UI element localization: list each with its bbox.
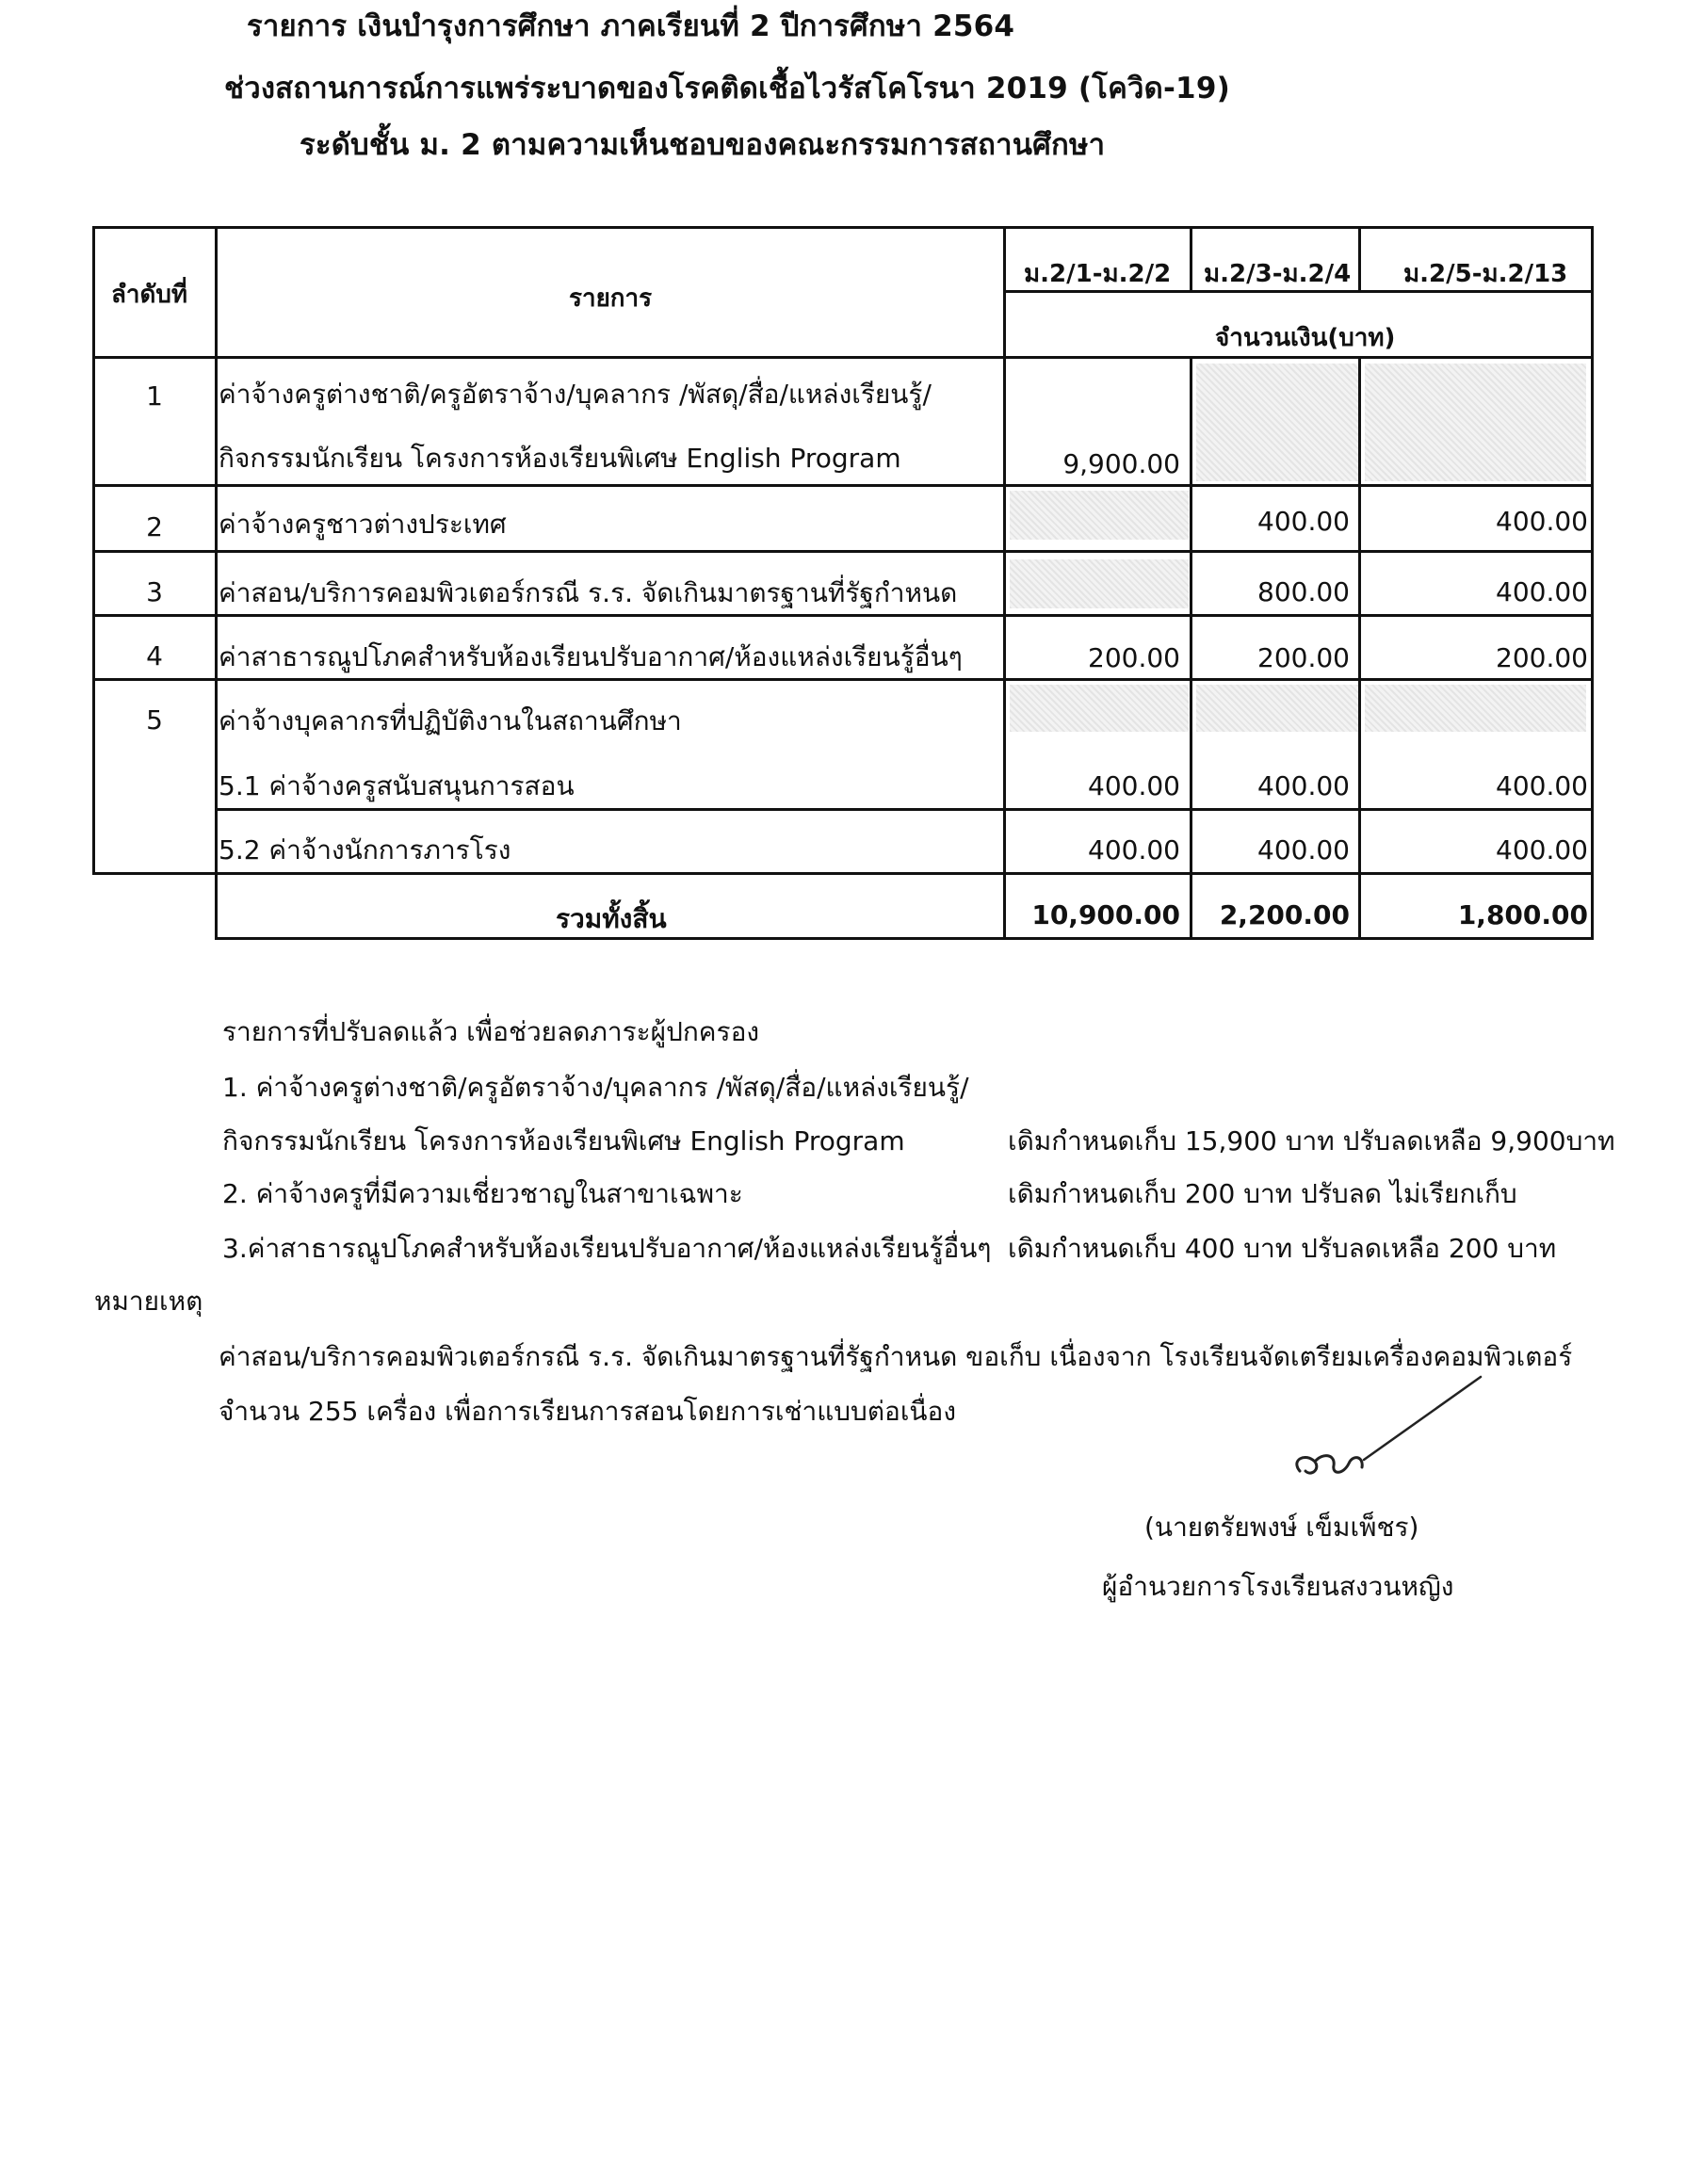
- shaded-cell: [1010, 559, 1189, 608]
- table-border: [92, 226, 1592, 229]
- shaded-cell: [1365, 685, 1586, 732]
- row-number: 2: [146, 511, 163, 542]
- column-header-group-1: ม.2/1-ม.2/2: [1024, 260, 1172, 288]
- amount-cell: 400.00: [1496, 576, 1588, 607]
- table-border: [215, 937, 1592, 940]
- table-border: [92, 226, 95, 875]
- shaded-cell: [1010, 685, 1189, 732]
- amount-cell: 200.00: [1088, 642, 1180, 673]
- row-number: 3: [146, 576, 163, 607]
- amount-cell: 400.00: [1496, 506, 1588, 537]
- amount-cell: 400.00: [1088, 770, 1180, 801]
- reduction-note: เดิมกำหนดเก็บ 15,900 บาท ปรับลดเหลือ 9,900บาท: [1008, 1125, 1615, 1157]
- document-title: รายการ เงินบำรุงการศึกษา ภาคเรียนที่ 2 ปีการศึกษา 2564: [247, 9, 1015, 43]
- shaded-cell: [1010, 491, 1189, 540]
- amount-cell: 800.00: [1257, 576, 1350, 607]
- signer-name: (นายตรัยพงษ์ เข็มเพ็ชร): [1144, 1512, 1419, 1543]
- row-number: 1: [146, 380, 163, 412]
- row-item-text: ค่าจ้างครูต่างชาติ/ครูอัตราจ้าง/บุคลากร /พัสดุ/สื่อ/แหล่งเรียนรู้/: [219, 379, 932, 410]
- column-header-group-3: ม.2/5-ม.2/13: [1403, 260, 1568, 288]
- remark-text: ค่าสอน/บริการคอมพิวเตอร์กรณี ร.ร. จัดเกินมาตรฐานที่รัฐกำหนด ขอเก็บ เนื่องจาก โรงเรียนจัดเตรียมเครื่องคอมพิวเตอร์: [219, 1341, 1573, 1372]
- reduction-item: 1. ค่าจ้างครูต่างชาติ/ครูอัตราจ้าง/บุคลากร /พัสดุ/สื่อ/แหล่งเรียนรู้/: [222, 1072, 969, 1103]
- row-item-text: ค่าจ้างครูชาวต่างประเทศ: [219, 509, 507, 540]
- column-header-no: ลำดับที่: [111, 281, 188, 309]
- table-border: [92, 678, 1592, 681]
- row-number: 5: [146, 704, 163, 736]
- row-item-text: 5.1 ค่าจ้างครูสนับสนุนการสอน: [219, 770, 575, 801]
- amount-cell: 400.00: [1496, 770, 1588, 801]
- row-item-text: ค่าสาธารณูปโภคสำหรับห้องเรียนปรับอากาศ/ห้องแหล่งเรียนรู้อื่นๆ: [219, 641, 963, 672]
- table-border: [92, 614, 1592, 617]
- reduction-item: 2. ค่าจ้างครูที่มีความเชี่ยวชาญในสาขาเฉพาะ: [222, 1178, 743, 1209]
- document-level-line: ระดับชั้น ม. 2 ตามความเห็นชอบของคณะกรรมการสถานศึกษา: [300, 128, 1106, 162]
- amount-cell: 200.00: [1257, 642, 1350, 673]
- table-border: [1591, 226, 1594, 940]
- amount-cell: 400.00: [1496, 834, 1588, 866]
- row-item-text: ค่าสอน/บริการคอมพิวเตอร์กรณี ร.ร. จัดเกินมาตรฐานที่รัฐกำหนด: [219, 577, 958, 608]
- table-border: [1003, 226, 1006, 940]
- shaded-cell: [1196, 685, 1358, 732]
- reductions-heading: รายการที่ปรับลดแล้ว เพื่อช่วยลดภาระผู้ปกครอง: [222, 1016, 760, 1047]
- remark-label: หมายเหตุ: [94, 1286, 203, 1317]
- row-item-text: ค่าจ้างบุคลากรที่ปฏิบัติงานในสถานศึกษา: [219, 705, 682, 736]
- table-border: [92, 872, 215, 875]
- row-item-text: 5.2 ค่าจ้างนักการภารโรง: [219, 834, 511, 866]
- column-header-amount: จำนวนเงิน(บาท): [1215, 324, 1396, 352]
- reduction-note: เดิมกำหนดเก็บ 200 บาท ปรับลด ไม่เรียกเก็บ: [1008, 1178, 1517, 1209]
- total-amount: 1,800.00: [1457, 899, 1588, 930]
- shaded-cell: [1365, 364, 1586, 481]
- amount-cell: 200.00: [1496, 642, 1588, 673]
- row-number: 4: [146, 640, 163, 671]
- reduction-item: 3.ค่าสาธารณูปโภคสำหรับห้องเรียนปรับอากาศ/ห้องแหล่งเรียนรู้อื่นๆ: [222, 1233, 992, 1264]
- table-border: [1358, 356, 1361, 940]
- reduction-note: เดิมกำหนดเก็บ 400 บาท ปรับลดเหลือ 200 บาท: [1008, 1233, 1557, 1264]
- amount-cell: 400.00: [1257, 770, 1350, 801]
- table-border: [215, 808, 1592, 811]
- shaded-cell: [1196, 364, 1358, 481]
- amount-cell: 400.00: [1257, 506, 1350, 537]
- remark-text: จำนวน 255 เครื่อง เพื่อการเรียนการสอนโดยการเช่าแบบต่อเนื่อง: [219, 1396, 957, 1427]
- reduction-item: กิจกรรมนักเรียน โครงการห้องเรียนพิเศษ English Program: [222, 1125, 905, 1157]
- total-amount: 2,200.00: [1219, 899, 1350, 930]
- total-label: รวมทั้งสิ้น: [556, 903, 667, 934]
- document-subtitle: ช่วงสถานการณ์การแพร่ระบาดของโรคติดเชื้อไวรัสโคโรนา 2019 (โควิด-19): [224, 72, 1230, 105]
- column-header-group-2: ม.2/3-ม.2/4: [1204, 260, 1352, 288]
- table-border: [92, 550, 1592, 553]
- amount-cell: 400.00: [1257, 834, 1350, 866]
- table-border: [215, 226, 218, 940]
- row-item-text: กิจกรรมนักเรียน โครงการห้องเรียนพิเศษ English Program: [219, 443, 901, 474]
- table-border: [215, 872, 1592, 875]
- column-header-item: รายการ: [569, 284, 653, 313]
- amount-cell: 400.00: [1088, 834, 1180, 866]
- total-amount: 10,900.00: [1031, 899, 1180, 930]
- table-border: [1190, 226, 1192, 292]
- table-border: [1358, 226, 1361, 292]
- signer-position: ผู้อำนวยการโรงเรียนสงวนหญิง: [1102, 1571, 1454, 1602]
- signature-mark: [1262, 1366, 1488, 1497]
- table-border: [92, 484, 1592, 487]
- amount-cell: 9,900.00: [1062, 448, 1180, 479]
